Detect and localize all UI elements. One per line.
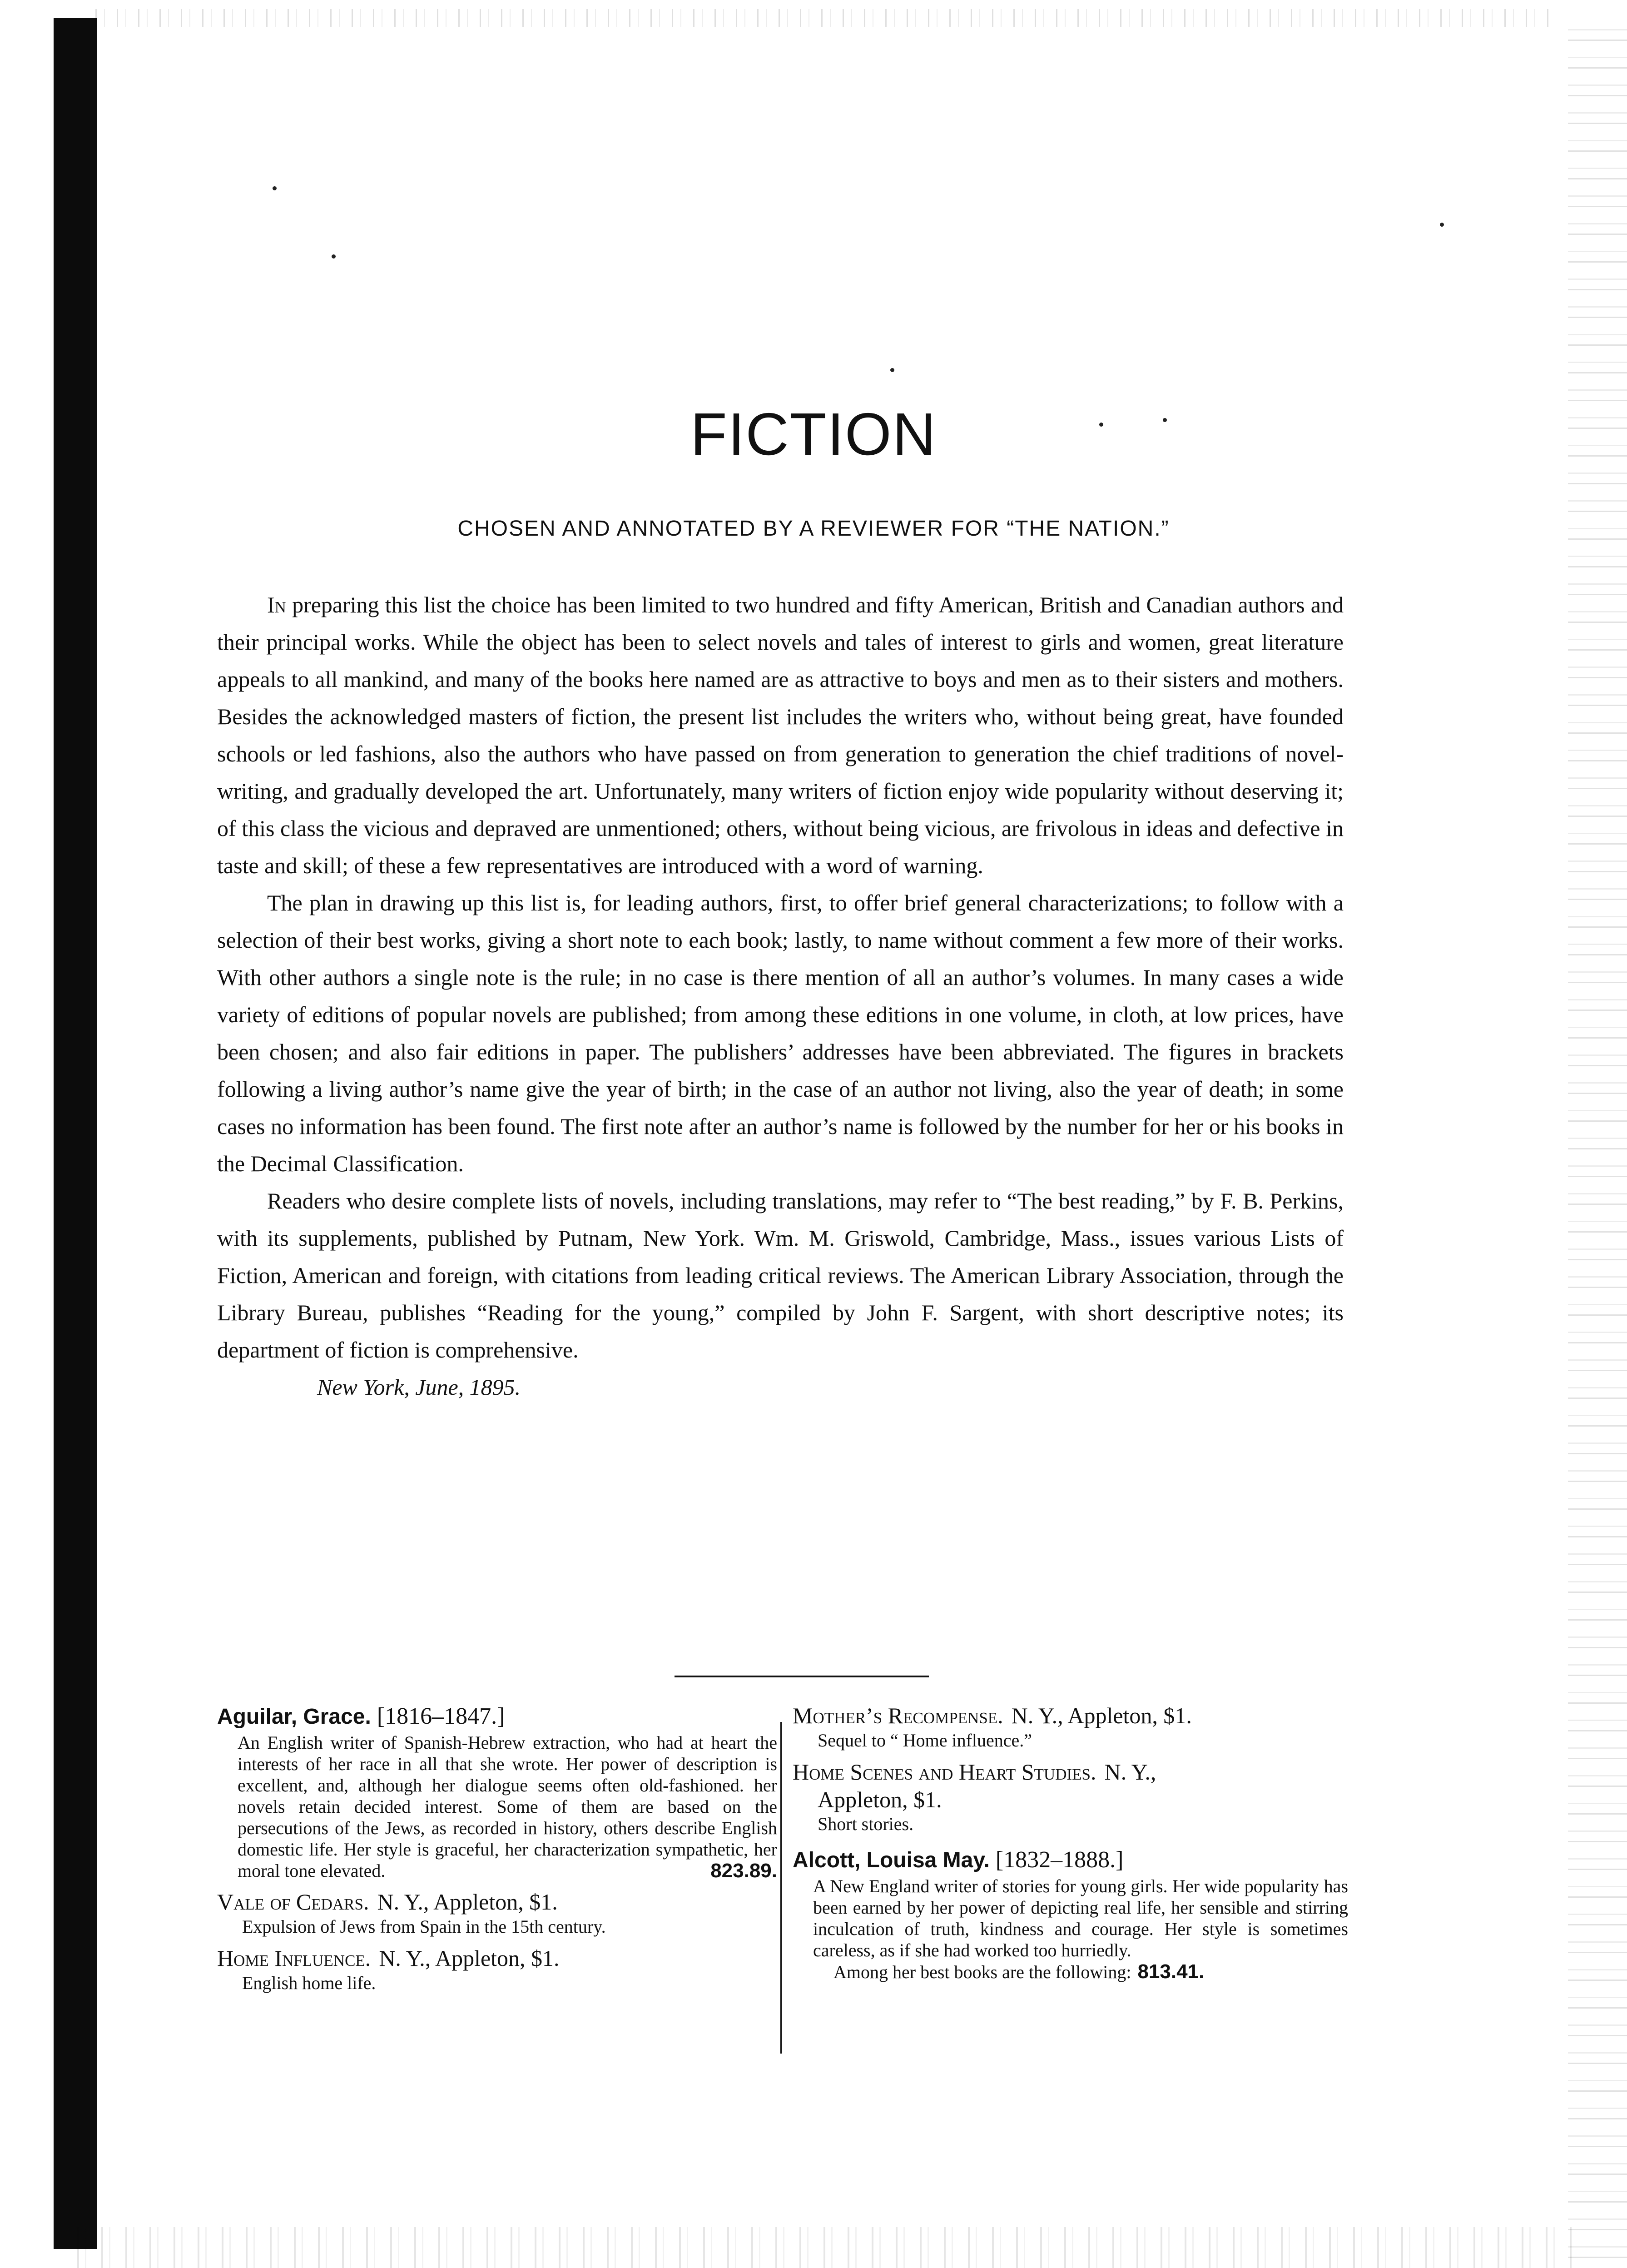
book-note: Sequel to “ Home influence.”	[818, 1730, 1032, 1751]
author-note-text: A New England writer of stories for young girls. Her wide popularity has been earned by her power of depicting real life, her sensible and stirring inculcation of truth, kindness and courage. Her style is sometimes careless, as if she had worked too hurriedly.	[813, 1876, 1348, 1960]
author-note-text: An English writer of Spanish-Hebrew extraction, who had at heart the interests of her race in all that she wrote. Her power of description is excellent, and, although her dialogue seems often old-fashioned. her novels retain decided interest. Some of them are based on the persecutions of the Jews, as recorded in history, others describe English domestic life. Her style is graceful, her characterization sympathetic, her moral tone elevated.	[238, 1732, 777, 1881]
book-publisher-continued: Appleton, $1.	[818, 1787, 942, 1812]
page-subtitle: CHOSEN AND ANNOTATED BY A REVIEWER FOR “THE NATION.”	[457, 517, 1170, 541]
entries-column-left	[217, 1701, 783, 1994]
best-books-text: Among her best books are the following:	[833, 1962, 1131, 1982]
scan-noise-top	[95, 9, 1549, 27]
book-note: Short stories.	[818, 1814, 914, 1834]
book-publisher: N. Y., Appleton, $1.	[1011, 1703, 1192, 1728]
book-title: Home Scenes and Heart Studies.	[793, 1759, 1096, 1785]
book-note: English home life.	[242, 1973, 376, 1993]
decimal-classification: 813.41.	[1137, 1960, 1205, 1983]
author-heading	[793, 1845, 1354, 1875]
intro-paragraph: The plan in drawing up this list is, for leading authors, first, to offer brief general characterizations; to follow with a selection of their best works, giving a short note to each book; lastly, to name without comment a few more of their works. With other authors a single note is the rule; in no case is there mention of all an author’s volumes. In many cases a wide variety of editions of popular novels are published; from among these editions in one volume, in cloth, at low prices, have been chosen; and also fair editions in paper. The publishers’ addresses have been abbreviated. The figures in brackets following a living author’s name give the year of birth; in the case of an author not living, also the year of death; in some cases no information has been found. The first note after an author’s name is followed by the number for her or his books in the Decimal Classification.	[217, 890, 1344, 1176]
book-publisher: N. Y.,	[1104, 1759, 1156, 1785]
decimal-classification: 823.89.	[710, 1860, 777, 1882]
author-heading	[217, 1701, 783, 1732]
page-title: FICTION	[690, 401, 937, 468]
dust-speck	[890, 368, 894, 372]
section-divider	[675, 1676, 929, 1677]
dust-speck	[273, 186, 277, 190]
author-dates: [1832–1888.]	[995, 1847, 1124, 1873]
book-title: Vale of Cedars.	[217, 1889, 369, 1915]
best-books-line	[793, 1961, 1354, 1983]
author-dates: [1816–1847.]	[377, 1703, 505, 1729]
intro-lead-word: In	[267, 592, 286, 617]
book-title: Home Influence.	[217, 1945, 371, 1971]
book-entry	[793, 1701, 1354, 1730]
scan-noise-right	[1568, 14, 1627, 2258]
author-entry-aguilar	[217, 1701, 783, 1994]
binding-shadow	[54, 18, 97, 2249]
book-entry	[217, 1888, 783, 1916]
book-publisher: N. Y., Appleton, $1.	[379, 1945, 560, 1971]
intro-paragraph	[217, 586, 1344, 884]
author-entry-alcott	[793, 1845, 1354, 1983]
dust-speck	[332, 254, 336, 259]
book-entry	[793, 1758, 1354, 1786]
book-publisher: N. Y., Appleton, $1.	[377, 1889, 558, 1915]
introduction	[217, 586, 1344, 1406]
entries-column-right	[793, 1701, 1354, 1983]
dateline: New York, June, 1895.	[317, 1374, 521, 1400]
book-note: Expulsion of Jews from Spain in the 15th century.	[242, 1916, 606, 1937]
intro-paragraph: Readers who desire complete lists of novels, including translations, may refer to “The best reading,” by F. B. Perkins, with its supplements, published by Putnam, New York. Wm. M. Griswold, Cambridge, Mass., issues various Lists of Fiction, American and foreign, with citations from leading critical reviews. The American Library Association, through the Library Bureau, publishes “Reading for the young,” compiled by John F. Sargent, with short descriptive notes; its department of fiction is comprehensive.	[217, 1188, 1344, 1363]
book-title: Mother’s Recompense.	[793, 1703, 1003, 1728]
scan-noise-bottom	[77, 2227, 1576, 2268]
author-name: Alcott, Louisa May.	[793, 1848, 990, 1872]
dust-speck	[1440, 223, 1444, 227]
author-note	[793, 1875, 1354, 1961]
book-entry	[217, 1944, 783, 1972]
intro-paragraph-text: preparing this list the choice has been limited to two hundred and fifty American, British and Canadian authors and their principal works. While the object has been to select novels and tales of interest to girls and women, great literature appeals to all mankind, and many of the books here named are as attractive to boys and men as to their sisters and mothers. Besides the acknowledged masters of fiction, the present list includes the writers who, without being great, have founded schools or led fashions, also the authors who have passed on from generation to generation the chief traditions of novel-writing, and gradually developed the art. Unfortunately, many writers of fiction enjoy wide popularity without deserving it; of this class the vicious and depraved are unmentioned; others, without being vicious, are frivolous in ideas and defective in taste and skill; of these a few representatives are introduced with a word of warning.	[217, 592, 1344, 878]
column-divider	[780, 1722, 782, 2054]
author-name: Aguilar, Grace.	[217, 1705, 371, 1729]
author-note	[217, 1732, 783, 1881]
